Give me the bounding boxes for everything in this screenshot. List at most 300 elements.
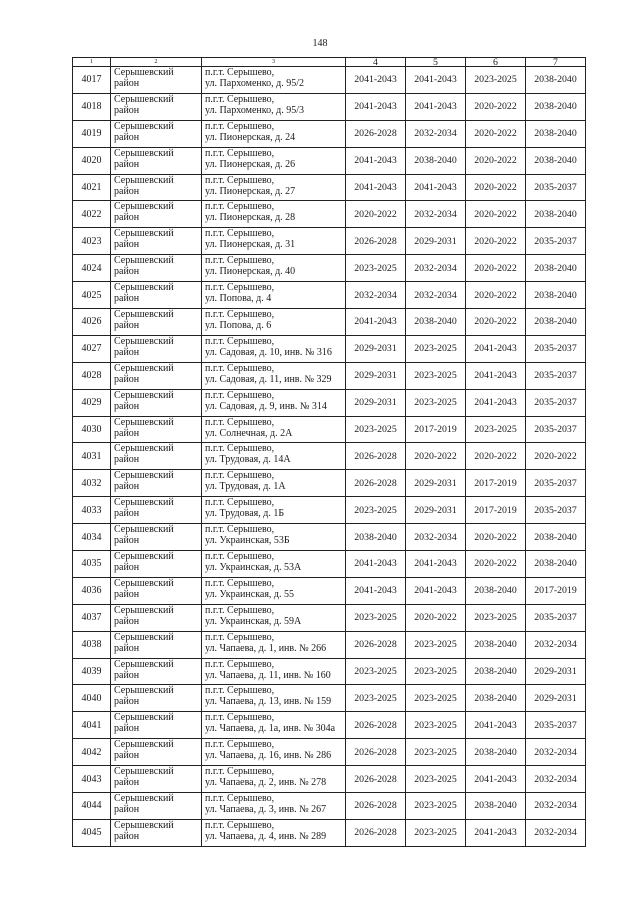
district-line: район <box>114 454 140 466</box>
period-cell: 2035-2037 <box>526 416 586 443</box>
period-cell: 2023-2025 <box>406 658 466 685</box>
row-number-cell: 4027 <box>73 335 111 362</box>
address-line: п.г.т. Серышево, <box>205 335 275 347</box>
address-cell <box>202 524 346 551</box>
district-line: Серышевский <box>114 67 174 78</box>
period-cell: 2029-2031 <box>406 470 466 497</box>
district-cell <box>111 201 202 228</box>
period-cell: 2020-2022 <box>466 282 526 309</box>
district-cell <box>111 712 202 739</box>
district-line: Серышевский <box>114 174 174 186</box>
table-row <box>73 309 586 336</box>
row-number-cell: 4026 <box>73 309 111 336</box>
district-line: район <box>114 158 140 170</box>
period-cell: 2023-2025 <box>406 739 466 766</box>
district-line: район <box>114 830 140 842</box>
district-line: район <box>114 562 140 574</box>
address-cell <box>202 470 346 497</box>
period-cell: 2023-2025 <box>346 497 406 524</box>
period-cell: 2041-2043 <box>406 551 466 578</box>
period-cell: 2038-2040 <box>526 93 586 120</box>
row-number-cell: 4020 <box>73 147 111 174</box>
table-row <box>73 631 586 658</box>
period-cell: 2038-2040 <box>526 255 586 282</box>
district-line: Серышевский <box>114 309 174 321</box>
address-cell <box>202 712 346 739</box>
period-cell: 2023-2025 <box>406 335 466 362</box>
row-number-cell: 4033 <box>73 497 111 524</box>
row-number-cell: 4038 <box>73 631 111 658</box>
row-number-cell: 4023 <box>73 228 111 255</box>
registry-table <box>72 57 586 847</box>
period-cell: 2023-2025 <box>406 766 466 793</box>
period-cell: 2032-2034 <box>406 120 466 147</box>
address-line: ул. Пархоменко, д. 95/2 <box>205 78 304 89</box>
address-line: п.г.т. Серышево, <box>205 309 275 321</box>
period-cell: 2020-2022 <box>406 443 466 470</box>
column-header: 7 <box>526 58 586 67</box>
district-line: район <box>114 535 140 547</box>
district-line: Серышевский <box>114 739 174 751</box>
district-cell <box>111 67 202 94</box>
row-number-cell: 4036 <box>73 577 111 604</box>
row-number-cell: 4030 <box>73 416 111 443</box>
address-cell <box>202 362 346 389</box>
district-cell <box>111 335 202 362</box>
address-cell <box>202 604 346 631</box>
period-cell: 2026-2028 <box>346 766 406 793</box>
address-line: ул. Украинская, д. 55 <box>205 588 295 600</box>
period-cell: 2041-2043 <box>346 577 406 604</box>
period-cell: 2041-2043 <box>346 551 406 578</box>
address-line: ул. Чапаева, д. 16, инв. № 286 <box>205 750 332 762</box>
district-cell <box>111 174 202 201</box>
table-body <box>73 67 586 847</box>
address-line: п.г.т. Серышево, <box>205 739 275 751</box>
period-cell: 2026-2028 <box>346 228 406 255</box>
address-line: ул. Солнечная, д. 2А <box>205 427 293 439</box>
period-cell: 2017-2019 <box>526 577 586 604</box>
column-header: 6 <box>466 58 526 67</box>
table-row <box>73 255 586 282</box>
period-cell: 2032-2034 <box>526 739 586 766</box>
period-cell: 2020-2022 <box>466 255 526 282</box>
address-cell <box>202 793 346 820</box>
period-cell: 2020-2022 <box>466 309 526 336</box>
period-cell: 2038-2040 <box>466 793 526 820</box>
district-line: Серышевский <box>114 470 174 482</box>
address-line: ул. Пионерская, д. 26 <box>205 158 296 170</box>
district-cell <box>111 93 202 120</box>
address-line: п.г.т. Серышево, <box>205 255 275 267</box>
table-row <box>73 201 586 228</box>
address-line: п.г.т. Серышево, <box>205 67 275 78</box>
district-cell <box>111 793 202 820</box>
period-cell: 2038-2040 <box>526 282 586 309</box>
district-line: район <box>114 212 140 224</box>
period-cell: 2038-2040 <box>526 147 586 174</box>
table-row <box>73 174 586 201</box>
period-cell: 2023-2025 <box>346 416 406 443</box>
address-line: ул. Трудовая, д. 1Б <box>205 508 285 520</box>
district-line: Серышевский <box>114 416 174 428</box>
district-line: Серышевский <box>114 631 174 643</box>
address-cell <box>202 67 346 94</box>
district-cell <box>111 228 202 255</box>
period-cell: 2038-2040 <box>406 147 466 174</box>
row-number-cell: 4040 <box>73 685 111 712</box>
period-cell: 2020-2022 <box>466 147 526 174</box>
period-cell: 2041-2043 <box>466 362 526 389</box>
table-row <box>73 551 586 578</box>
period-cell: 2041-2043 <box>346 67 406 94</box>
address-line: ул. Чапаева, д. 3, инв. № 267 <box>205 804 327 816</box>
period-cell: 2026-2028 <box>346 443 406 470</box>
address-line: п.г.т. Серышево, <box>205 497 275 509</box>
address-line: п.г.т. Серышево, <box>205 793 275 805</box>
district-line: Серышевский <box>114 685 174 697</box>
period-cell: 2026-2028 <box>346 819 406 846</box>
address-line: ул. Попова, д. 4 <box>205 293 272 305</box>
address-line: п.г.т. Серышево, <box>205 631 275 643</box>
period-cell: 2020-2022 <box>346 201 406 228</box>
period-cell: 2023-2025 <box>466 416 526 443</box>
address-cell <box>202 309 346 336</box>
table-row <box>73 228 586 255</box>
district-line: Серышевский <box>114 604 174 616</box>
period-cell: 2023-2025 <box>406 389 466 416</box>
district-line: район <box>114 78 140 89</box>
address-line: ул. Пионерская, д. 27 <box>205 185 296 197</box>
district-line: Серышевский <box>114 551 174 563</box>
district-line: Серышевский <box>114 201 174 213</box>
row-number-cell: 4018 <box>73 93 111 120</box>
period-cell: 2026-2028 <box>346 470 406 497</box>
period-cell: 2029-2031 <box>346 362 406 389</box>
period-cell: 2041-2043 <box>346 147 406 174</box>
period-cell: 2029-2031 <box>526 658 586 685</box>
district-line: район <box>114 104 140 116</box>
period-cell: 2032-2034 <box>526 793 586 820</box>
address-cell <box>202 685 346 712</box>
district-line: район <box>114 400 140 412</box>
district-line: район <box>114 750 140 762</box>
period-cell: 2020-2022 <box>466 120 526 147</box>
district-line: Серышевский <box>114 362 174 374</box>
period-cell: 2023-2025 <box>466 604 526 631</box>
period-cell: 2023-2025 <box>406 362 466 389</box>
address-line: ул. Попова, д. 6 <box>205 320 272 332</box>
row-number-cell: 4039 <box>73 658 111 685</box>
period-cell: 2041-2043 <box>346 174 406 201</box>
address-line: п.г.т. Серышево, <box>205 93 275 105</box>
address-cell <box>202 228 346 255</box>
address-cell <box>202 147 346 174</box>
period-cell: 2032-2034 <box>406 282 466 309</box>
period-cell: 2020-2022 <box>466 551 526 578</box>
period-cell: 2023-2025 <box>406 793 466 820</box>
column-header: 3 <box>202 58 346 67</box>
address-line: п.г.т. Серышево, <box>205 524 275 536</box>
address-cell <box>202 739 346 766</box>
district-line: Серышевский <box>114 819 174 831</box>
district-cell <box>111 255 202 282</box>
district-line: Серышевский <box>114 658 174 670</box>
district-line: район <box>114 427 140 439</box>
row-number-cell: 4045 <box>73 819 111 846</box>
district-cell <box>111 551 202 578</box>
period-cell: 2023-2025 <box>406 631 466 658</box>
address-line: ул. Пархоменко, д. 95/3 <box>205 104 304 116</box>
column-header: 2 <box>111 58 202 67</box>
row-number-cell: 4034 <box>73 524 111 551</box>
period-cell: 2023-2025 <box>406 712 466 739</box>
address-line: ул. Украинская, д. 53А <box>205 562 302 574</box>
period-cell: 2038-2040 <box>526 309 586 336</box>
address-line: ул. Чапаева, д. 11, инв. № 160 <box>205 669 331 681</box>
district-line: район <box>114 669 140 681</box>
district-cell <box>111 443 202 470</box>
address-cell <box>202 658 346 685</box>
address-line: п.г.т. Серышево, <box>205 120 275 132</box>
period-cell: 2020-2022 <box>526 443 586 470</box>
district-cell <box>111 416 202 443</box>
address-cell <box>202 255 346 282</box>
district-cell <box>111 282 202 309</box>
period-cell: 2041-2043 <box>406 174 466 201</box>
address-line: п.г.т. Серышево, <box>205 712 275 724</box>
address-line: п.г.т. Серышево, <box>205 174 275 186</box>
address-cell <box>202 201 346 228</box>
period-cell: 2023-2025 <box>346 685 406 712</box>
district-line: район <box>114 508 140 520</box>
address-line: ул. Трудовая, д. 14А <box>205 454 291 466</box>
address-line: п.г.т. Серышево, <box>205 389 275 401</box>
period-cell: 2032-2034 <box>526 631 586 658</box>
table-row <box>73 120 586 147</box>
period-cell: 2032-2034 <box>526 766 586 793</box>
address-line: ул. Чапаева, д. 4, инв. № 289 <box>205 830 327 842</box>
district-line: Серышевский <box>114 524 174 536</box>
address-cell <box>202 335 346 362</box>
row-number-cell: 4017 <box>73 67 111 94</box>
period-cell: 2029-2031 <box>406 497 466 524</box>
period-cell: 2020-2022 <box>466 174 526 201</box>
period-cell: 2032-2034 <box>406 201 466 228</box>
district-line: район <box>114 185 140 197</box>
address-cell <box>202 174 346 201</box>
district-line: район <box>114 320 140 332</box>
address-cell <box>202 93 346 120</box>
period-cell: 2032-2034 <box>526 819 586 846</box>
district-line: Серышевский <box>114 497 174 509</box>
address-line: ул. Чапаева, д. 13, инв. № 159 <box>205 696 332 708</box>
period-cell: 2020-2022 <box>406 604 466 631</box>
table-header <box>73 58 586 67</box>
address-cell <box>202 443 346 470</box>
table-row <box>73 766 586 793</box>
row-number-cell: 4024 <box>73 255 111 282</box>
period-cell: 2038-2040 <box>466 739 526 766</box>
district-line: Серышевский <box>114 793 174 805</box>
period-cell: 2035-2037 <box>526 470 586 497</box>
row-number-cell: 4041 <box>73 712 111 739</box>
period-cell: 2035-2037 <box>526 712 586 739</box>
period-cell: 2041-2043 <box>406 67 466 94</box>
address-line: п.г.т. Серышево, <box>205 551 275 563</box>
address-line: ул. Пионерская, д. 40 <box>205 266 296 278</box>
row-number-cell: 4022 <box>73 201 111 228</box>
address-cell <box>202 819 346 846</box>
table-row <box>73 739 586 766</box>
row-number-cell: 4031 <box>73 443 111 470</box>
period-cell: 2035-2037 <box>526 604 586 631</box>
district-line: Серышевский <box>114 335 174 347</box>
table-row <box>73 93 586 120</box>
address-line: п.г.т. Серышево, <box>205 416 275 428</box>
address-line: п.г.т. Серышево, <box>205 819 275 831</box>
period-cell: 2041-2043 <box>466 389 526 416</box>
district-cell <box>111 577 202 604</box>
district-line: район <box>114 696 140 708</box>
period-cell: 2029-2031 <box>526 685 586 712</box>
district-line: район <box>114 777 140 789</box>
address-line: п.г.т. Серышево, <box>205 201 275 213</box>
district-line: район <box>114 481 140 493</box>
table-row <box>73 604 586 631</box>
period-cell: 2032-2034 <box>406 524 466 551</box>
district-line: Серышевский <box>114 577 174 589</box>
district-line: Серышевский <box>114 120 174 132</box>
district-line: Серышевский <box>114 147 174 159</box>
page-number: 148 <box>312 38 328 49</box>
address-cell <box>202 551 346 578</box>
address-line: п.г.т. Серышево, <box>205 443 275 455</box>
district-cell <box>111 604 202 631</box>
address-line: ул. Садовая, д. 11, инв. № 329 <box>205 373 332 385</box>
row-number-cell: 4032 <box>73 470 111 497</box>
address-line: п.г.т. Серышево, <box>205 147 275 159</box>
row-number-cell: 4044 <box>73 793 111 820</box>
period-cell: 2035-2037 <box>526 335 586 362</box>
period-cell: 2035-2037 <box>526 362 586 389</box>
period-cell: 2020-2022 <box>466 443 526 470</box>
district-cell <box>111 120 202 147</box>
district-line: район <box>114 804 140 816</box>
address-line: ул. Пионерская, д. 28 <box>205 212 296 224</box>
district-line: район <box>114 239 140 251</box>
period-cell: 2017-2019 <box>466 497 526 524</box>
period-cell: 2041-2043 <box>466 335 526 362</box>
row-number-cell: 4028 <box>73 362 111 389</box>
address-line: п.г.т. Серышево, <box>205 228 275 240</box>
period-cell: 2020-2022 <box>466 93 526 120</box>
district-cell <box>111 147 202 174</box>
table-row <box>73 685 586 712</box>
district-line: район <box>114 588 140 600</box>
district-cell <box>111 362 202 389</box>
address-cell <box>202 766 346 793</box>
table-row <box>73 335 586 362</box>
table-row <box>73 577 586 604</box>
period-cell: 2032-2034 <box>406 255 466 282</box>
period-cell: 2038-2040 <box>526 67 586 94</box>
district-line: район <box>114 615 140 627</box>
district-cell <box>111 524 202 551</box>
period-cell: 2029-2031 <box>346 389 406 416</box>
district-line: район <box>114 131 140 143</box>
period-cell: 2038-2040 <box>466 658 526 685</box>
table-row <box>73 67 586 94</box>
table-row <box>73 389 586 416</box>
table-row <box>73 282 586 309</box>
address-line: ул. Чапаева, д. 1, инв. № 266 <box>205 642 327 654</box>
row-number-cell: 4021 <box>73 174 111 201</box>
row-number-cell: 4043 <box>73 766 111 793</box>
period-cell: 2023-2025 <box>406 819 466 846</box>
row-number-cell: 4025 <box>73 282 111 309</box>
address-cell <box>202 416 346 443</box>
district-line: район <box>114 293 140 305</box>
period-cell: 2041-2043 <box>466 712 526 739</box>
table-row <box>73 819 586 846</box>
district-line: Серышевский <box>114 443 174 455</box>
district-cell <box>111 766 202 793</box>
column-header: 4 <box>346 58 406 67</box>
address-cell <box>202 497 346 524</box>
period-cell: 2020-2022 <box>466 228 526 255</box>
district-cell <box>111 497 202 524</box>
district-line: Серышевский <box>114 282 174 294</box>
period-cell: 2038-2040 <box>526 524 586 551</box>
period-cell: 2020-2022 <box>466 201 526 228</box>
period-cell: 2035-2037 <box>526 389 586 416</box>
district-line: Серышевский <box>114 255 174 267</box>
period-cell: 2023-2025 <box>346 255 406 282</box>
period-cell: 2041-2043 <box>406 93 466 120</box>
table-row <box>73 524 586 551</box>
row-number-cell: 4042 <box>73 739 111 766</box>
address-line: п.г.т. Серышево, <box>205 604 275 616</box>
address-line: ул. Пионерская, д. 31 <box>205 239 296 251</box>
period-cell: 2026-2028 <box>346 739 406 766</box>
period-cell: 2038-2040 <box>526 201 586 228</box>
period-cell: 2038-2040 <box>406 309 466 336</box>
address-line: п.г.т. Серышево, <box>205 470 275 482</box>
address-line: ул. Чапаева, д. 2, инв. № 278 <box>205 777 327 789</box>
table-row <box>73 658 586 685</box>
address-line: ул. Пионерская, д. 24 <box>205 131 296 143</box>
period-cell: 2038-2040 <box>526 120 586 147</box>
address-cell <box>202 120 346 147</box>
column-number-row <box>73 58 586 67</box>
district-cell <box>111 389 202 416</box>
period-cell: 2026-2028 <box>346 793 406 820</box>
period-cell: 2026-2028 <box>346 120 406 147</box>
column-header: 1 <box>73 58 111 67</box>
table-row <box>73 712 586 739</box>
period-cell: 2041-2043 <box>406 577 466 604</box>
district-cell <box>111 470 202 497</box>
district-line: Серышевский <box>114 228 174 240</box>
period-cell: 2017-2019 <box>466 470 526 497</box>
period-cell: 2029-2031 <box>406 228 466 255</box>
address-line: ул. Садовая, д. 10, инв. № 316 <box>205 346 332 358</box>
period-cell: 2041-2043 <box>466 819 526 846</box>
column-header: 5 <box>406 58 466 67</box>
table-row <box>73 443 586 470</box>
district-line: район <box>114 642 140 654</box>
